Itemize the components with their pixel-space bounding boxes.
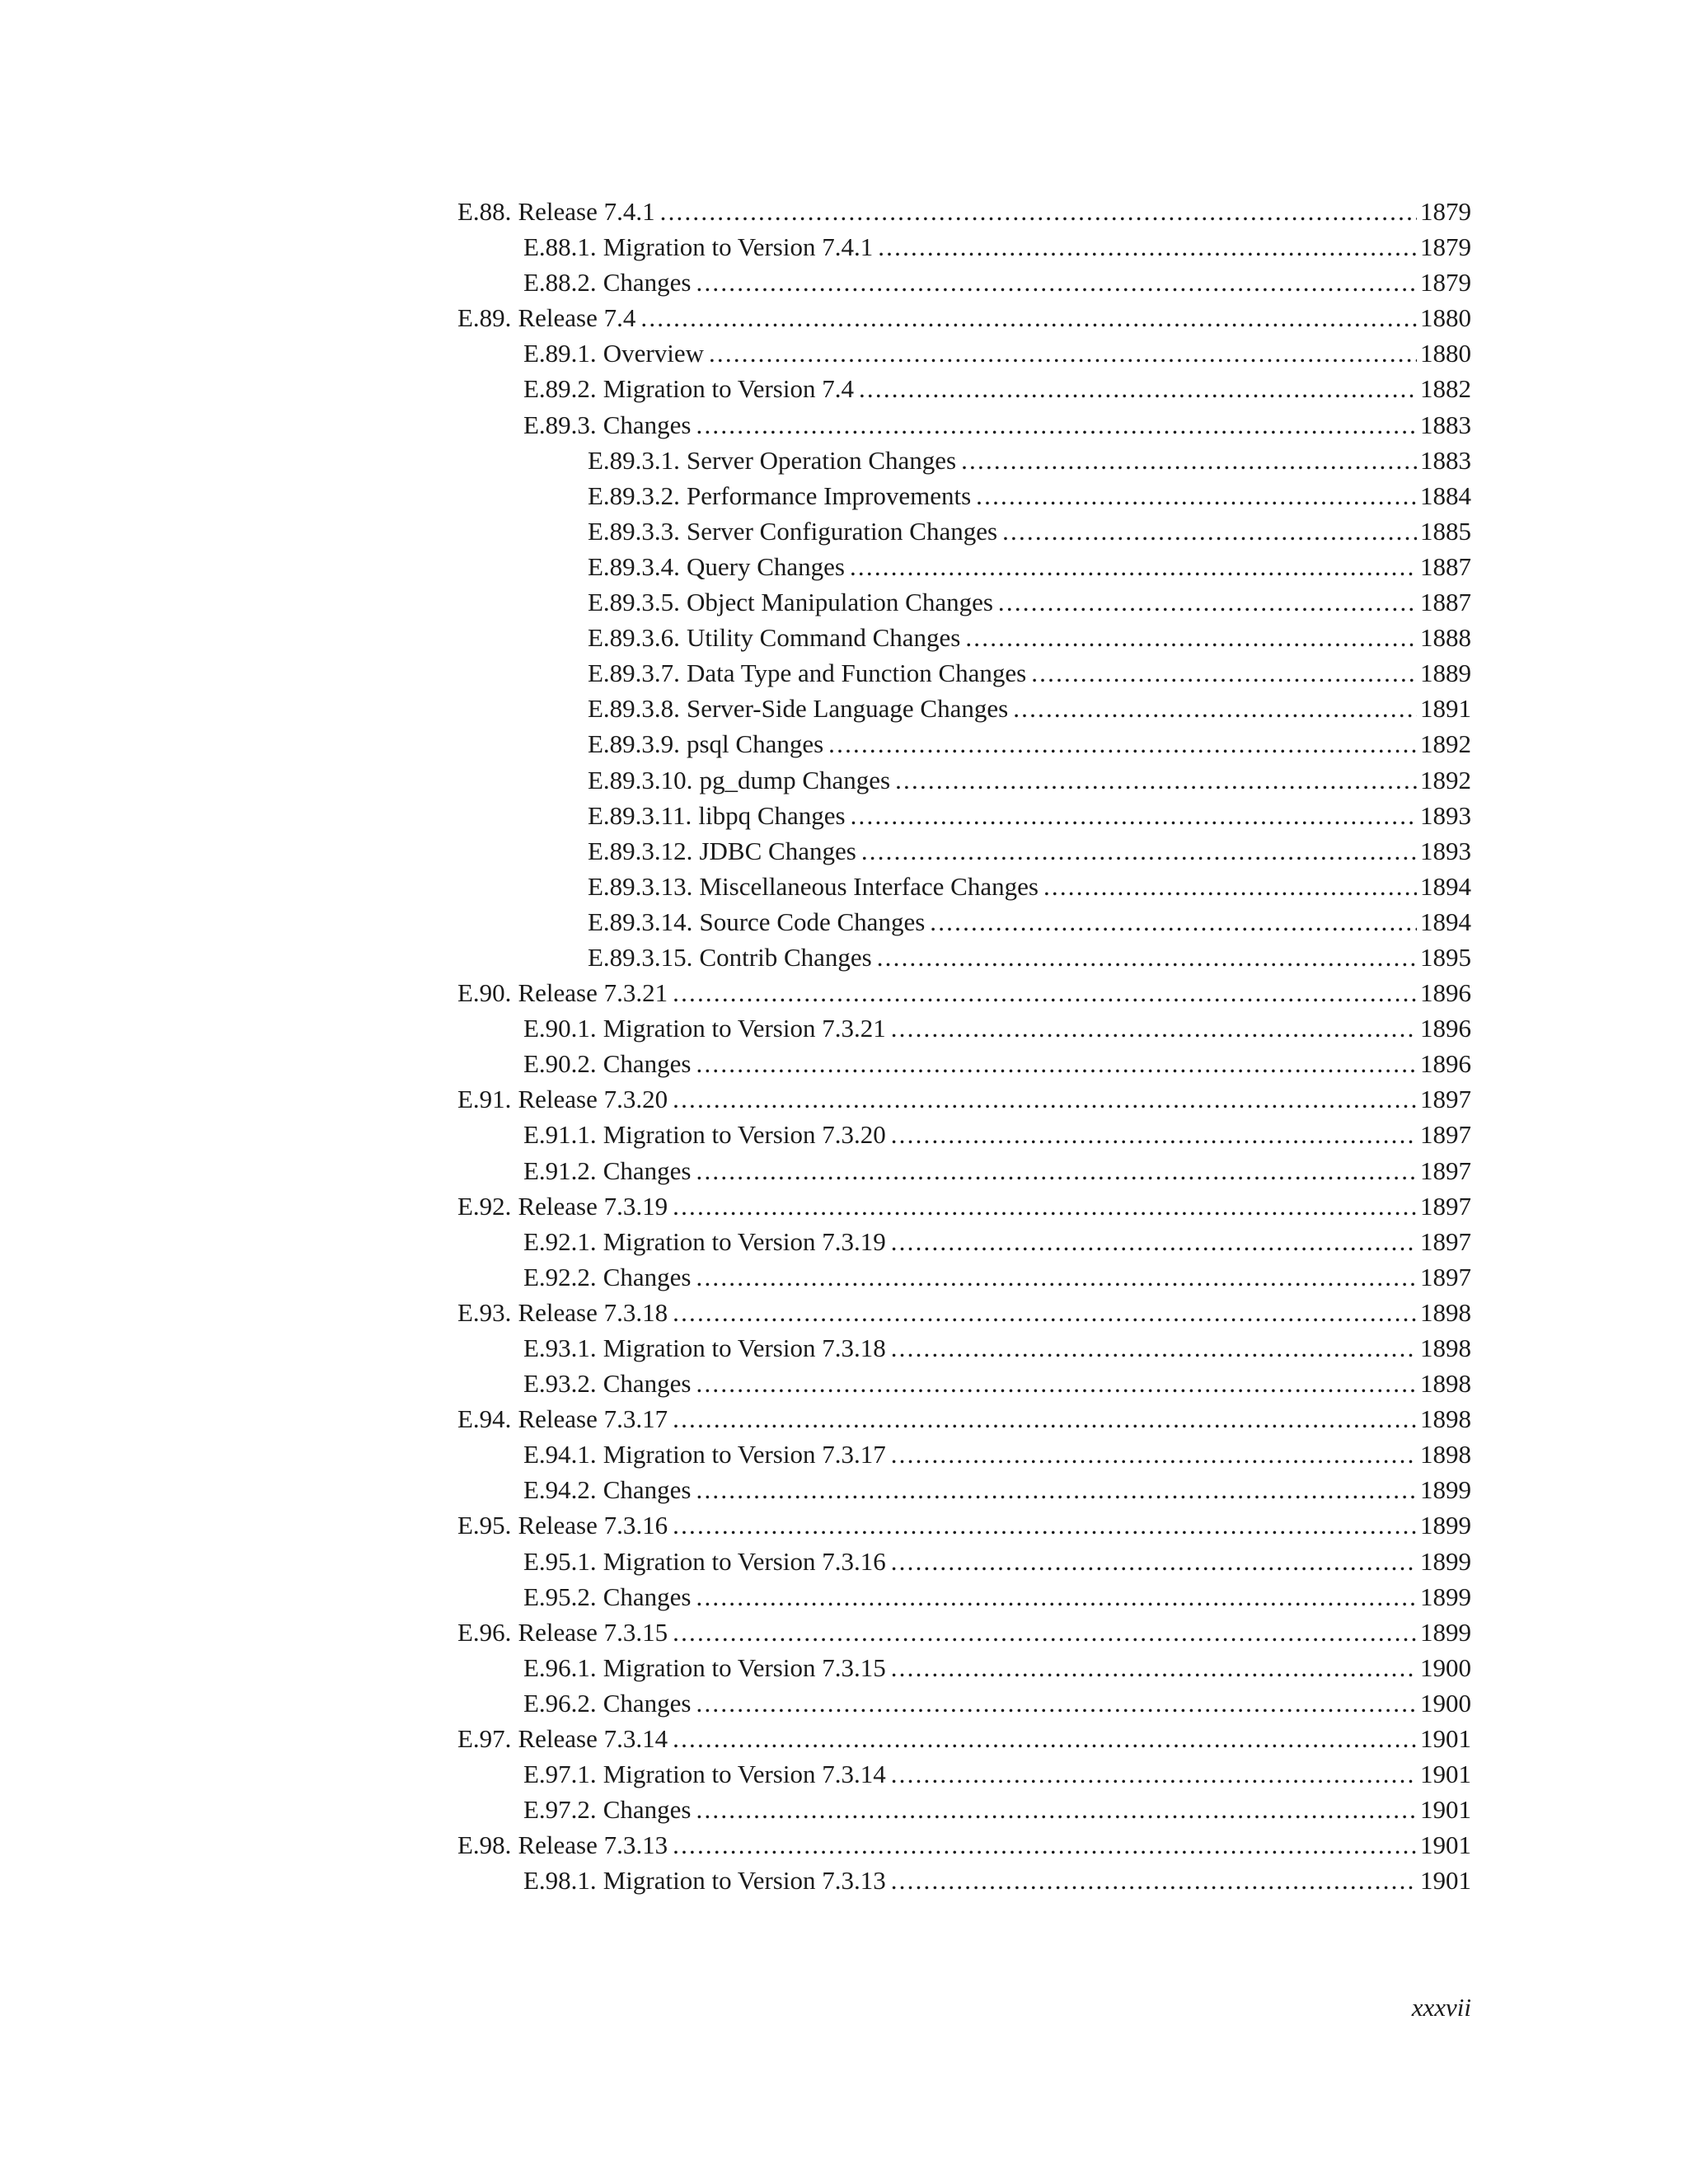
toc-entry-title: Release 7.3.14 [518,1724,668,1754]
toc-dot-leader [998,584,1417,620]
toc-entry-page: 1896 [1420,1014,1471,1043]
toc-entry[interactable] [457,194,1471,229]
toc-entry-number: E.94.2. [523,1475,597,1505]
toc-entry-title: Changes [603,1369,692,1399]
toc-entry[interactable] [457,833,1471,869]
toc-entry-number: E.89.3.11. [588,800,692,830]
toc-entry-title: Query Changes [686,551,845,581]
toc-entry-title: Release 7.3.20 [518,1085,668,1114]
toc-entry-title: Changes [603,1262,692,1291]
toc-entry-number: E.89.3.2. [588,480,680,510]
toc-dot-leader [961,443,1417,478]
toc-entry[interactable] [457,1472,1471,1507]
toc-entry-page: 1898 [1420,1369,1471,1399]
toc-entry[interactable] [457,371,1471,406]
toc-entry-number: E.92.1. [523,1226,597,1256]
toc-entry-number: E.88.2. [523,268,597,298]
toc-entry[interactable] [457,1188,1471,1224]
toc-entry-title: Migration to Version 7.4.1 [603,232,874,262]
toc-entry-title: Release 7.3.17 [518,1404,668,1434]
toc-entry-page: 1883 [1420,445,1471,475]
toc-entry[interactable] [457,975,1471,1010]
toc-dot-leader [696,1153,1418,1188]
toc-entry-title: Changes [603,410,692,439]
toc-entry[interactable] [457,1507,1471,1543]
toc-entry-title: Release 7.4 [518,303,636,333]
toc-entry-title: Migration to Version 7.4 [603,374,854,404]
toc-entry-number: E.97.1. [523,1760,597,1789]
toc-entry-title: Data Type and Function Changes [686,658,1027,688]
toc-entry[interactable] [457,655,1471,691]
toc-entry-page: 1898 [1420,1440,1471,1469]
toc-dot-leader [673,1188,1417,1224]
toc-dot-leader [891,1544,1417,1579]
toc-entry[interactable] [457,407,1471,443]
toc-entry-number: E.89.2. [523,374,597,404]
toc-entry-number: E.89.3.7. [588,658,680,688]
toc-dot-leader [696,1472,1418,1507]
toc-entry-number: E.89.3.12. [588,836,693,865]
toc-entry-number: E.97.2. [523,1795,597,1825]
toc-entry-page: 1882 [1420,374,1471,404]
toc-dot-leader [891,1224,1417,1259]
toc-dot-leader [976,478,1417,513]
toc-entry-page: 1879 [1420,197,1471,226]
toc-entry-page: 1897 [1420,1262,1471,1291]
toc-dot-leader [891,1436,1417,1472]
toc-dot-leader [891,1330,1417,1366]
toc-dot-leader [1002,513,1417,549]
toc-entry-title: Migration to Version 7.3.20 [603,1120,886,1150]
toc-entry-title: Release 7.3.16 [518,1511,668,1540]
toc-dot-leader [930,904,1417,940]
toc-entry[interactable] [457,1650,1471,1685]
toc-entry-title: Overview [603,339,704,368]
toc-entry-title: Object Manipulation Changes [686,588,993,617]
toc-dot-leader [891,1863,1417,1898]
toc-entry-page: 1892 [1420,765,1471,794]
toc-entry-title: Changes [603,1688,692,1718]
table-of-contents [457,194,1471,1899]
toc-entry[interactable] [457,1010,1471,1046]
toc-entry-title: Changes [603,1049,692,1079]
toc-dot-leader [1031,655,1417,691]
toc-entry-page: 1894 [1420,907,1471,936]
toc-dot-leader [696,1579,1418,1615]
toc-dot-leader [673,1081,1417,1117]
toc-entry-page: 1901 [1420,1830,1471,1860]
toc-dot-leader [877,940,1417,975]
toc-entry[interactable] [457,1756,1471,1792]
toc-dot-leader [673,1721,1417,1756]
toc-entry[interactable] [457,1721,1471,1756]
toc-entry-page: 1897 [1420,1120,1471,1150]
toc-entry-page: 1898 [1420,1333,1471,1362]
toc-entry-page: 1897 [1420,1155,1471,1185]
toc-entry[interactable] [457,1366,1471,1401]
toc-entry-title: Migration to Version 7.3.15 [603,1652,886,1682]
toc-entry-number: E.95.2. [523,1582,597,1611]
toc-entry-title: Changes [603,1475,692,1505]
toc-dot-leader [640,300,1417,335]
toc-entry[interactable] [457,869,1471,904]
toc-entry[interactable] [457,904,1471,940]
toc-entry-number: E.94. [457,1404,512,1434]
toc-entry-page: 1899 [1420,1546,1471,1576]
toc-entry-page: 1901 [1420,1760,1471,1789]
toc-entry-title: Contrib Changes [699,942,872,972]
toc-entry-number: E.91.2. [523,1155,597,1185]
toc-entry[interactable] [457,726,1471,762]
toc-entry-page: 1900 [1420,1688,1471,1718]
toc-entry-title: Release 7.3.18 [518,1297,668,1327]
toc-entry-number: E.93.2. [523,1369,597,1399]
toc-entry-page: 1899 [1420,1475,1471,1505]
toc-entry-number: E.95. [457,1511,512,1540]
toc-entry-number: E.90.2. [523,1049,597,1079]
toc-entry-page: 1901 [1420,1724,1471,1754]
toc-entry[interactable] [457,513,1471,549]
toc-entry-number: E.89.3. [523,410,597,439]
toc-dot-leader [696,1792,1418,1827]
toc-dot-leader [696,407,1418,443]
toc-entry-number: E.89. [457,303,512,333]
toc-entry[interactable] [457,1544,1471,1579]
toc-entry-number: E.89.3.15. [588,942,693,972]
toc-entry-number: E.89.3.14. [588,907,693,936]
toc-entry-title: Changes [603,1582,692,1611]
toc-dot-leader [850,549,1417,584]
page-number: xxxvii [1411,1993,1471,2022]
toc-entry-page: 1879 [1420,232,1471,262]
toc-entry-number: E.89.3.5. [588,588,680,617]
toc-entry-number: E.98.1. [523,1866,597,1896]
toc-entry[interactable] [457,300,1471,335]
toc-dot-leader [673,1295,1417,1330]
toc-dot-leader [891,1650,1417,1685]
toc-entry-page: 1898 [1420,1404,1471,1434]
toc-entry-number: E.88. [457,197,512,226]
toc-entry-title: Release 7.3.21 [518,978,668,1008]
toc-entry-number: E.89.3.10. [588,765,693,794]
toc-entry-title: Server Operation Changes [686,445,957,475]
toc-dot-leader [673,975,1417,1010]
toc-entry[interactable] [457,798,1471,833]
toc-entry-number: E.91. [457,1085,512,1114]
toc-entry-page: 1885 [1420,516,1471,546]
toc-entry-page: 1900 [1420,1652,1471,1682]
toc-dot-leader [859,371,1417,406]
toc-dot-leader [673,1615,1417,1650]
toc-dot-leader [673,1507,1417,1543]
toc-entry[interactable] [457,265,1471,300]
toc-entry[interactable] [457,1046,1471,1081]
toc-dot-leader [696,1685,1418,1721]
toc-entry-number: E.95.1. [523,1546,597,1576]
toc-entry-number: E.89.3.1. [588,445,680,475]
toc-entry[interactable] [457,1827,1471,1863]
toc-entry-page: 1894 [1420,871,1471,901]
toc-entry[interactable] [457,478,1471,513]
toc-entry-title: Changes [603,1155,692,1185]
toc-entry-title: Release 7.4.1 [518,197,655,226]
toc-entry-page: 1895 [1420,942,1471,972]
toc-entry[interactable] [457,443,1471,478]
toc-entry-title: Utility Command Changes [686,623,961,653]
toc-entry-page: 1901 [1420,1866,1471,1896]
toc-entry-page: 1896 [1420,1049,1471,1079]
toc-entry-number: E.89.3.3. [588,516,680,546]
toc-entry-title: Performance Improvements [686,480,972,510]
toc-entry[interactable] [457,335,1471,371]
toc-entry-number: E.96. [457,1617,512,1647]
toc-entry-title: Migration to Version 7.3.16 [603,1546,886,1576]
toc-entry-title: pg_dump Changes [699,765,891,794]
toc-entry-page: 1898 [1420,1297,1471,1327]
toc-entry[interactable] [457,1259,1471,1295]
toc-entry[interactable] [457,1224,1471,1259]
toc-entry[interactable] [457,584,1471,620]
toc-entry-title: Server Configuration Changes [686,516,998,546]
toc-entry-title: Server-Side Language Changes [686,694,1009,724]
toc-entry[interactable] [457,1081,1471,1117]
toc-entry[interactable] [457,549,1471,584]
toc-entry-title: libpq Changes [698,800,846,830]
toc-entry-number: E.93. [457,1297,512,1327]
toc-entry-title: Migration to Version 7.3.18 [603,1333,886,1362]
toc-entry-title: Changes [603,268,692,298]
toc-entry-page: 1897 [1420,1191,1471,1221]
toc-dot-leader [891,1117,1417,1152]
toc-entry[interactable] [457,1401,1471,1436]
toc-entry-page: 1899 [1420,1582,1471,1611]
toc-dot-leader [709,335,1417,371]
toc-entry-title: Release 7.3.13 [518,1830,668,1860]
toc-entry-title: Release 7.3.15 [518,1617,668,1647]
toc-entry-number: E.96.1. [523,1652,597,1682]
toc-dot-leader [660,194,1417,229]
toc-entry-number: E.93.1. [523,1333,597,1362]
toc-entry-title: psql Changes [686,729,824,759]
toc-entry-page: 1897 [1420,1226,1471,1256]
toc-entry[interactable] [457,1330,1471,1366]
toc-entry-number: E.92.2. [523,1262,597,1291]
toc-entry-number: E.91.1. [523,1120,597,1150]
toc-entry-page: 1896 [1420,978,1471,1008]
toc-dot-leader [673,1827,1417,1863]
toc-entry-number: E.89.3.8. [588,694,680,724]
toc-entry-number: E.89.1. [523,339,597,368]
toc-entry[interactable] [457,940,1471,975]
toc-entry-number: E.90.1. [523,1014,597,1043]
toc-dot-leader [1013,691,1417,726]
toc-dot-leader [895,762,1417,798]
toc-dot-leader [861,833,1417,869]
toc-entry-page: 1889 [1420,658,1471,688]
toc-entry-title: JDBC Changes [699,836,856,865]
toc-entry-page: 1888 [1420,623,1471,653]
toc-entry[interactable] [457,1436,1471,1472]
toc-entry[interactable] [457,1863,1471,1898]
toc-dot-leader [696,265,1418,300]
toc-entry-page: 1899 [1420,1617,1471,1647]
toc-entry-title: Migration to Version 7.3.13 [603,1866,886,1896]
toc-entry-title: Migration to Version 7.3.19 [603,1226,886,1256]
toc-entry-page: 1897 [1420,1085,1471,1114]
toc-entry[interactable] [457,229,1471,265]
toc-entry-number: E.88.1. [523,232,597,262]
toc-entry[interactable] [457,1295,1471,1330]
toc-dot-leader [891,1010,1417,1046]
toc-dot-leader [1043,869,1417,904]
toc-entry[interactable] [457,1792,1471,1827]
toc-entry-title: Migration to Version 7.3.21 [603,1014,886,1043]
toc-dot-leader [965,620,1417,655]
toc-entry-number: E.90. [457,978,512,1008]
toc-entry-page: 1884 [1420,480,1471,510]
toc-dot-leader [828,726,1417,762]
toc-entry-page: 1893 [1420,800,1471,830]
toc-entry-page: 1899 [1420,1511,1471,1540]
toc-entry-title: Source Code Changes [699,907,926,936]
toc-dot-leader [878,229,1417,265]
toc-entry-page: 1880 [1420,339,1471,368]
toc-entry-title: Migration to Version 7.3.17 [603,1440,886,1469]
toc-entry-number: E.97. [457,1724,512,1754]
toc-dot-leader [851,798,1417,833]
toc-entry[interactable] [457,620,1471,655]
toc-entry-page: 1883 [1420,410,1471,439]
toc-entry-page: 1891 [1420,694,1471,724]
toc-dot-leader [696,1259,1418,1295]
toc-entry[interactable] [457,1615,1471,1650]
toc-entry[interactable] [457,1117,1471,1152]
toc-entry-number: E.98. [457,1830,512,1860]
toc-dot-leader [696,1046,1418,1081]
toc-entry-page: 1887 [1420,551,1471,581]
toc-entry-number: E.89.3.6. [588,623,680,653]
toc-entry-page: 1879 [1420,268,1471,298]
toc-entry-number: E.96.2. [523,1688,597,1718]
toc-entry[interactable] [457,1579,1471,1615]
toc-entry[interactable] [457,1685,1471,1721]
toc-entry-number: E.89.3.9. [588,729,680,759]
toc-entry-number: E.92. [457,1191,512,1221]
toc-entry-page: 1892 [1420,729,1471,759]
toc-dot-leader [891,1756,1417,1792]
toc-entry[interactable] [457,691,1471,726]
toc-dot-leader [673,1401,1417,1436]
toc-entry-number: E.89.3.13. [588,871,693,901]
toc-entry-number: E.89.3.4. [588,551,680,581]
toc-entry[interactable] [457,1153,1471,1188]
toc-entry-page: 1880 [1420,303,1471,333]
toc-entry-page: 1901 [1420,1795,1471,1825]
toc-dot-leader [696,1366,1418,1401]
toc-entry-title: Changes [603,1795,692,1825]
toc-entry-title: Migration to Version 7.3.14 [603,1760,886,1789]
toc-entry-page: 1887 [1420,588,1471,617]
toc-entry[interactable] [457,762,1471,798]
toc-entry-title: Release 7.3.19 [518,1191,668,1221]
toc-entry-page: 1893 [1420,836,1471,865]
toc-entry-title: Miscellaneous Interface Changes [699,871,1039,901]
toc-entry-number: E.94.1. [523,1440,597,1469]
